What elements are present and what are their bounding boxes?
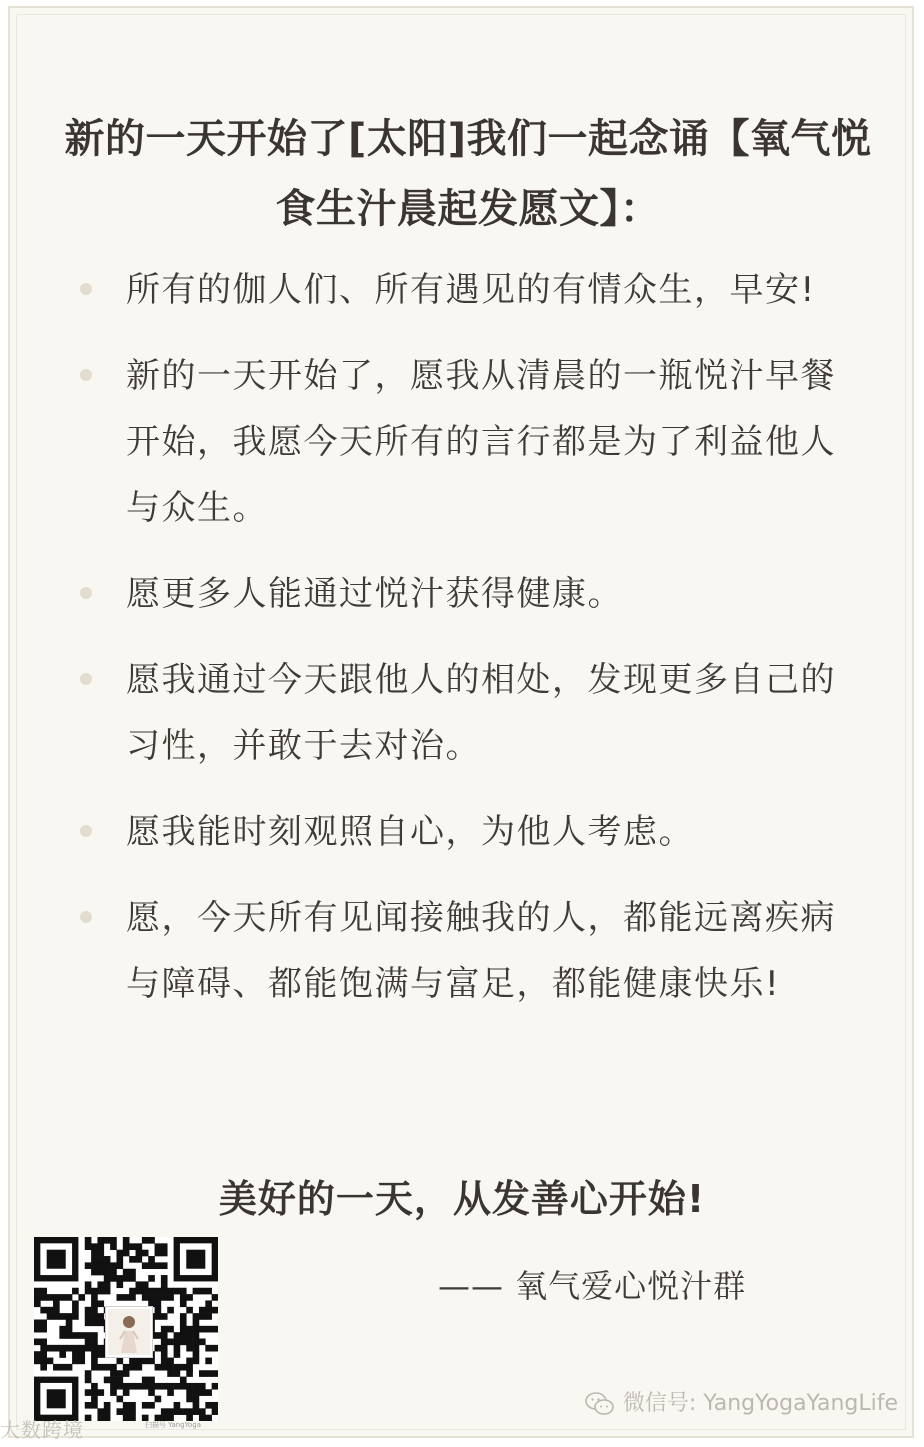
vow-text: 愿我能时刻观照自心，为他人考虑。 [126,812,694,852]
wechat-icon [585,1391,615,1417]
vow-list [70,257,870,1037]
qr-caption: 扫描号 YangYoga [144,1421,202,1429]
vow-item [70,647,870,779]
vow-text: 愿我通过今天跟他人的相处，发现更多自己的习性，并敢于去对治。 [126,660,836,766]
vow-text: 愿，今天所有见闻接触我的人，都能远离疾病与障碍、都能饱满与富足，都能健康快乐! [126,898,836,1004]
watermark-right [585,1388,898,1420]
vow-item [70,343,870,541]
bullet-icon [80,825,92,837]
bullet-icon [80,587,92,599]
watermark-left: 大数跨境 [0,1418,84,1442]
qr-code[interactable] [34,1237,218,1421]
watermark-right-text: 微信号: YangYogaYangLife [622,1391,898,1416]
bullet-icon [80,283,92,295]
bullet-icon [80,673,92,685]
bullet-icon [80,369,92,381]
vow-item [70,257,870,323]
vow-item [70,799,870,865]
vow-text: 所有的伽人们、所有遇见的有情众生，早安! [126,270,816,310]
qr-avatar [106,1307,152,1357]
vow-text: 愿更多人能通过悦汁获得健康。 [126,574,623,614]
vow-item [70,561,870,627]
page-title: 新的一天开始了[太阳]我们一起念诵【氧气悦食生汁晨起发愿文】： [64,116,872,232]
closing-line: 美好的一天，从发善心开始! [218,1177,706,1221]
signature-line: —— 氧气爱心悦汁群 [438,1267,747,1305]
vow-text: 新的一天开始了，愿我从清晨的一瓶悦汁早餐开始，我愿今天所有的言行都是为了利益他人与众生。 [126,356,836,528]
avatar-figure-icon [108,1309,150,1355]
bullet-icon [80,911,92,923]
vow-item [70,885,870,1017]
